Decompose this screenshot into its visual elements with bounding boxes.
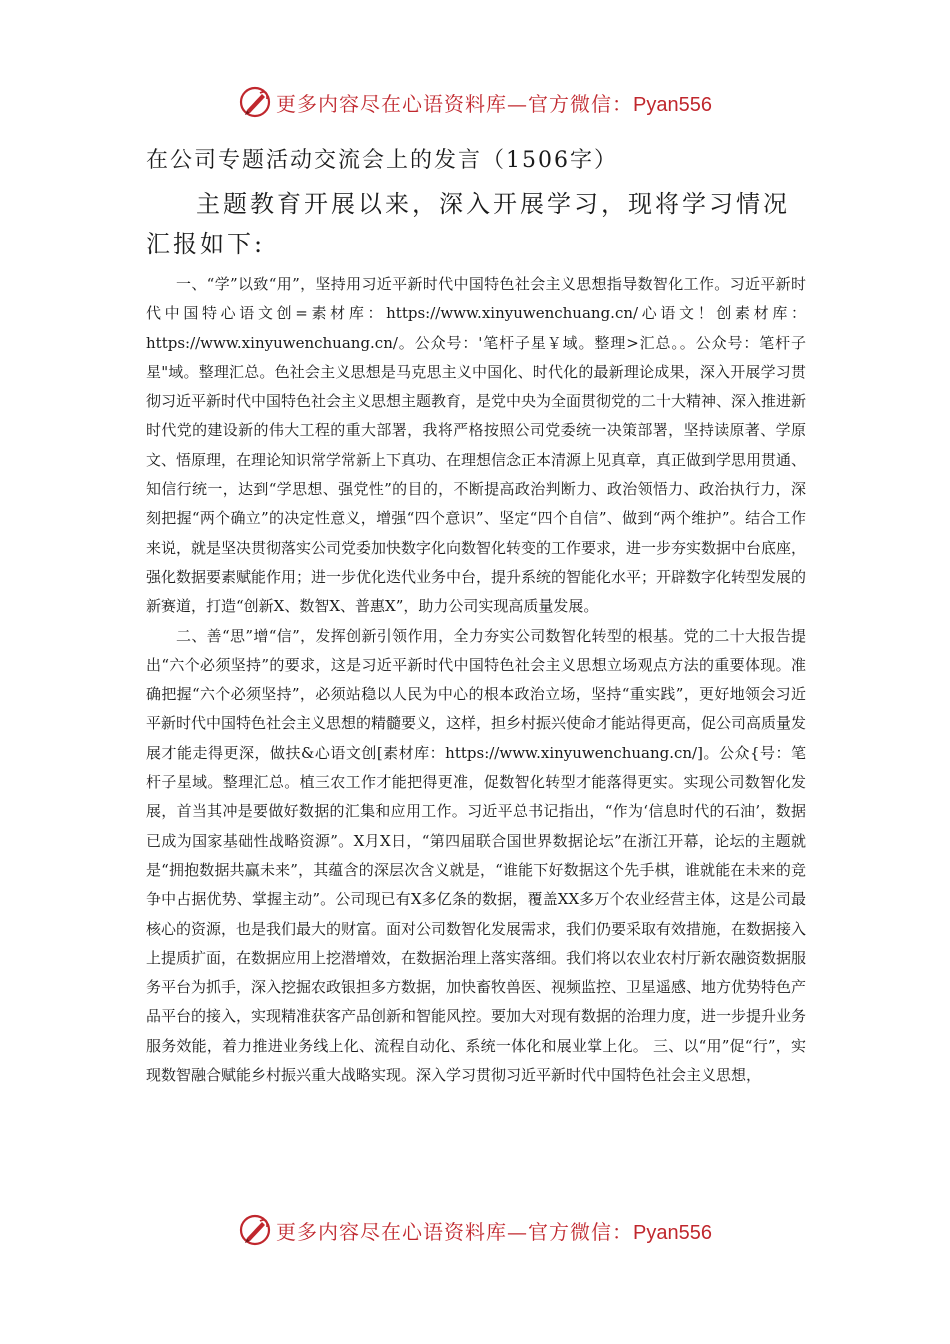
pen-logo-icon xyxy=(238,85,272,119)
banner-message: 更多内容尽在心语资料库—官方微信： xyxy=(276,1219,634,1244)
header-banner xyxy=(0,82,950,122)
banner-wechat-handle: Pyan556 xyxy=(633,1221,712,1244)
pen-logo-icon xyxy=(238,1213,272,1247)
document-title: 在公司专题活动交流会上的发言（1506字） xyxy=(146,148,618,173)
paragraph-1: 一、“学”以致“用”，坚持用习近平新时代中国特色社会主义思想指导数智化工作。习近平新时代中国特心语文创=素材库：https://www.xinyuwenchuang.cn/心语文！创素材库：https://www.xinyuwenchuang.cn/。公众号：'笔杆子星￥域。整理>汇总。。公众号：笔杆子星"域。整理汇总。色社会主义思想是马克思主义中国化、时代化的最新理论成果，深入开展学习贯彻习近平新时代中国特色社会主义思想主题教育，是党中央为全面贯彻党的二十大精神、深入推进新时代党的建设新的伟大工程的重大部署，我将严格按照公司党委统一决策部署，坚持读原著、学原文、悟原理，在理论知识常学常新上下真功、在理想信念正本清源上见真章，真正做到学思用贯通、知信行统一，达到“学思想、强党性”的目的，不断提高政治判断力、政治领悟力、政治执行力，深刻把握“两个确立”的决定性意义，增强“四个意识”、坚定“四个自信”、做到“两个维护”。结合工作来说，就是坚决贯彻落实公司党委加快数字化向数智化转变的工作要求，进一步夯实数据中台底座，强化数据要素赋能作用；进一步优化迭代业务中台，提升系统的智能化水平；开辟数字化转型发展的新赛道，打造“创新X、数智X、普惠X”，助力公司实现高质量发展。 xyxy=(146,275,807,616)
document-body xyxy=(146,270,806,1090)
banner-message: 更多内容尽在心语资料库—官方微信： xyxy=(276,91,634,116)
banner-wechat-handle: Pyan556 xyxy=(633,93,712,116)
footer-banner xyxy=(0,1210,950,1250)
document-intro: 主题教育开展以来，深入开展学习，现将学习情况汇报如下: xyxy=(146,190,790,258)
banner-text xyxy=(276,1216,712,1245)
banner-text xyxy=(276,88,712,117)
paragraph-2: 二、善“思”增“信”，发挥创新引领作用，全力夯实公司数智化转型的根基。党的二十大报告提出“六个必须坚持”的要求，这是习近平新时代中国特色社会主义思想立场观点方法的重要体现。准确把握“六个必须坚持”，必须站稳以人民为中心的根本政治立场，坚持“重实践”，更好地领会习近平新时代中国特色社会主义思想的精髓要义，这样，担乡村振兴使命才能站得更高，促公司高质量发展才能走得更深，做扶&心语文创[素材库：https://www.xinyuwenchuang.cn/]。公众{号：笔杆子星域。整理汇总。植三农工作才能把得更准，促数智化转型才能落得更实。实现公司数智化发展，首当其冲是要做好数据的汇集和应用工作。习近平总书记指出，“作为‘信息时代的石油’，数据已成为国家基础性战略资源”。X月X日，“第四届联合国世界数据论坛”在浙江开幕，论坛的主题就是“拥抱数据共赢未来”，其蕴含的深层次含义就是，“谁能下好数据这个先手棋，谁就能在未来的竞争中占据优势、掌握主动”。公司现已有X多亿条的数据，覆盖XX多万个农业经营主体，这是公司最核心的资源，也是我们最大的财富。面对公司数智化发展需求，我们仍要采取有效措施，在数据接入上提质扩面，在数据应用上挖潜增效，在数据治理上落实落细。我们将以农业农村厅新农融资数据服务平台为抓手，深入挖掘农政银担多方数据，加快畜牧兽医、视频监控、卫星遥感、地方优势特色产品平台的接入，实现精准获客产品创新和智能风控。要加大对现有数据的治理力度，进一步提升业务服务效能，着力推进业务线上化、流程自动化、系统一体化和展业掌上化。 三、以“用”促“行”，实现数智融合赋能乡村振兴重大战略实现。深入学习贯彻习近平新时代中国特色社会主义思想， xyxy=(146,626,807,1085)
